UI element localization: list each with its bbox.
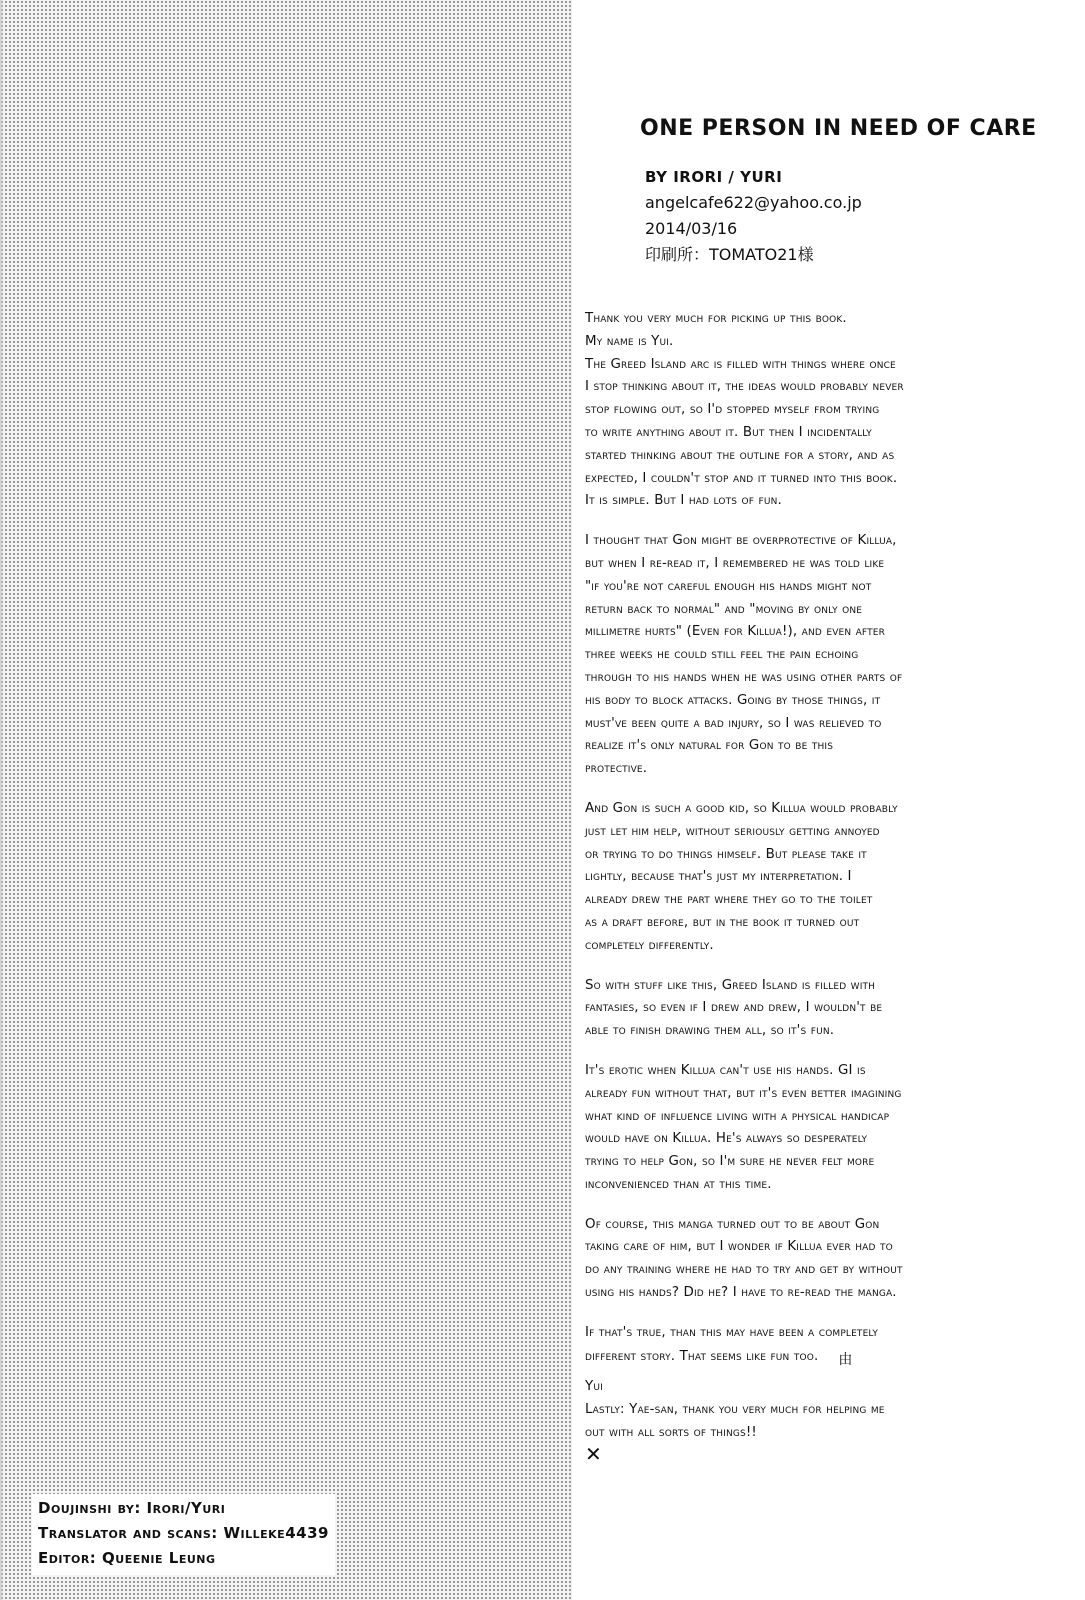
text-line: already drew the part where they go to the toilet [585, 892, 873, 908]
text-line: My name is Yui. [585, 333, 674, 349]
page-edge-shadow [0, 0, 4, 1600]
credit-doujinshi: Doujinshi by: Irori/Yuri [38, 1499, 226, 1517]
publish-date: 2014/03/16 [645, 219, 738, 238]
afterword-paragraph-6 [585, 1214, 1077, 1305]
text-line: realize it's only natural for Gon to be this [585, 738, 834, 754]
text-fragment: different story. That seems like fun too. [585, 1348, 819, 1364]
author-line: BY IRORI / YURI [645, 168, 783, 186]
afterword-closing [585, 1376, 1077, 1466]
text-line: It is simple. But I had lots of fun. [585, 493, 782, 509]
text-line: return back to normal" and "moving by only one [585, 601, 863, 617]
text-line [585, 1345, 1077, 1369]
text-line: through to his hands when he was using other parts of [585, 669, 903, 685]
text-line: his body to block attacks. Going by those things, it [585, 692, 881, 708]
yu-kanji-mark: 由 [838, 1351, 853, 1368]
text-line: I stop thinking about it, the ideas would probably never [585, 379, 904, 395]
text-line: started thinking about the outline for a story, and as [585, 447, 895, 463]
text-line: but when I re-read it, I remembered he was told like [585, 555, 885, 571]
printer-line: 印刷所：TOMATO21様 [645, 245, 814, 264]
text-line: Of course, this manga turned out to be about Gon [585, 1216, 880, 1232]
text-line: completely differently. [585, 937, 714, 953]
credit-translator: Translator and scans: Willeke4439 [38, 1524, 329, 1542]
author-email: angelcafe622@yahoo.co.jp [645, 193, 862, 212]
text-line: "if you're not careful enough his hands might not [585, 578, 872, 594]
signature-name: Yui [585, 1379, 603, 1395]
text-line: inconvenienced than at this time. [585, 1176, 772, 1192]
cross-signature-icon: ✕ [585, 1441, 602, 1466]
text-line: expected, I couldn't stop and it turned into this book. [585, 470, 898, 486]
text-line: or trying to do things himself. But please take it [585, 846, 867, 862]
text-line: So with stuff like this, Greed Island is filled with [585, 977, 876, 993]
afterword-paragraph-1 [585, 308, 1077, 513]
text-line: just let him help, without seriously getting annoyed [585, 823, 880, 839]
text-line: out with all sorts of things!! [585, 1425, 757, 1441]
book-meta [645, 164, 862, 268]
afterword-text [585, 308, 1077, 1466]
text-line: Thank you very much for picking up this book. [585, 311, 847, 326]
text-line: using his hands? Did he? I have to re-read the manga. [585, 1285, 897, 1301]
text-line: three weeks he could still feel the pain echoing [585, 647, 859, 663]
afterword-paragraph-5 [585, 1060, 1077, 1197]
afterword-paragraph-3 [585, 798, 1077, 958]
text-line: taking care of him, but I wonder if Killua ever had to [585, 1239, 893, 1255]
text-line: already fun without that, but it's even better imagining [585, 1085, 902, 1101]
text-line: to write anything about it. But then I incidentally [585, 424, 872, 440]
text-line: able to finish drawing them all, so it's fun. [585, 1023, 835, 1039]
text-line: I thought that Gon might be overprotective of Killua, [585, 533, 897, 549]
credit-editor: Editor: Queenie Leung [38, 1549, 216, 1567]
afterword-paragraph-7 [585, 1322, 1077, 1369]
text-line: what kind of influence living with a physical handicap [585, 1108, 890, 1124]
scanlation-credits [32, 1494, 335, 1575]
page-title: ONE PERSON IN NEED OF CARE [640, 116, 1037, 141]
text-line: trying to help Gon, so I'm sure he never felt more [585, 1154, 875, 1170]
text-line: fantasies, so even if I drew and drew, I wouldn't be [585, 1000, 883, 1016]
text-line: If that's true, than this may have been a completely [585, 1324, 879, 1340]
text-line: Lastly: Yae-san, thank you very much for helping me [585, 1402, 885, 1418]
text-line: would have on Killua. He's always so desperately [585, 1131, 868, 1147]
text-line: do any training where he had to try and get by without [585, 1262, 903, 1278]
text-line: And Gon is such a good kid, so Killua would probably [585, 800, 898, 816]
text-line: as a draft before, but in the book it turned out [585, 914, 860, 930]
afterword-paragraph-4 [585, 975, 1077, 1043]
text-line: stop flowing out, so I'd stopped myself from trying [585, 402, 880, 418]
text-line: millimetre hurts" (Even for Killua!), and even after [585, 624, 885, 640]
text-line: It's erotic when Killua can't use his hands. GI is [585, 1062, 866, 1078]
text-line: protective. [585, 761, 648, 777]
text-line: The Greed Island arc is filled with things where once [585, 356, 896, 372]
text-line: lightly, because that's just my interpretation. I [585, 869, 852, 885]
text-line: must've been quite a bad injury, so I was relieved to [585, 715, 882, 731]
afterword-paragraph-2 [585, 530, 1077, 781]
